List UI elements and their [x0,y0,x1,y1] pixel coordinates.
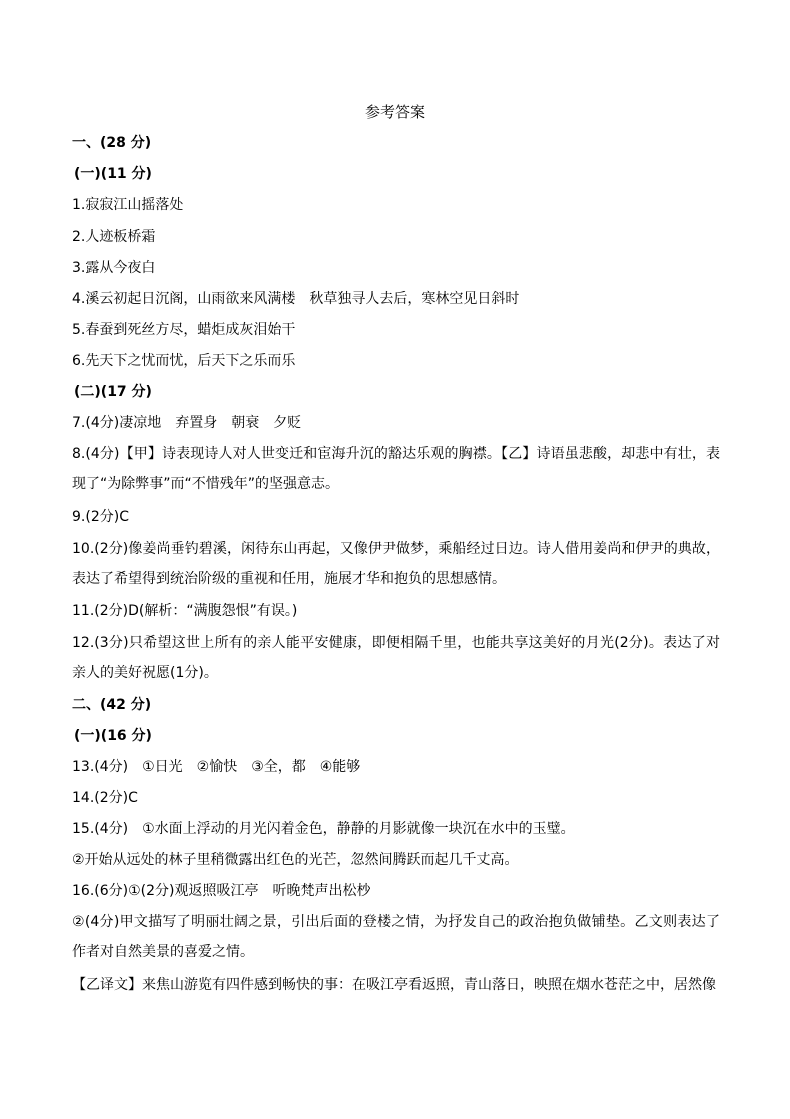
subsection-heading-three: (一)(16 分) [74,728,152,744]
answer-3: 3.露从今夜白 [72,260,156,276]
answer-2: 2.人迹板桥霜 [72,229,156,245]
answer-1: 1.寂寂江山摇落处 [72,197,184,213]
answer-16: 16.(6分)①(2分)观返照吸江亭 听晚梵声出松杪 [72,883,371,899]
section-heading-two: 二、(42 分) [72,697,152,713]
answer-12: 12.(3分)只希望这世上所有的亲人能平安健康，即便相隔千里，也能共享这美好的月光(2分)。表达了对亲人的美好祝愿(1分)。 [72,635,720,681]
answer-5: 5.春蚕到死丝方尽，蜡炬成灰泪始干 [72,322,296,338]
document-title: 参考答案 [364,103,425,121]
subsection-heading-two: (二)(17 分) [74,384,152,400]
answer-9: 9.(2分)C [72,509,129,525]
answer-15-continued: ②开始从远处的林子里稍微露出红色的光芒，忽然间腾跃而起几千丈高。 [72,852,519,868]
answer-13: 13.(4分) ①日光 ②愉快 ③全，都 ④能够 [72,759,361,775]
section-heading-one: 一、(28 分) [72,135,152,151]
answer-16-continued: ②(4分)甲文描写了明丽壮阔之景，引出后面的登楼之情，为抒发自己的政治抱负做铺垫。乙文则表达了作者对自然美景的喜爱之情。 [72,914,720,960]
subsection-heading-one: (一)(11 分) [74,166,152,182]
answer-4: 4.溪云初起日沉阁，山雨欲来风满楼 秋草独寻人去后，寒林空见日斜时 [72,291,520,307]
answer-14: 14.(2分)C [72,790,138,806]
answer-6: 6.先天下之忧而忧，后天下之乐而乐 [72,353,296,369]
answer-11: 11.(2分)D(解析：“满腹怨恨”有误。) [72,603,298,619]
translation-text: 【乙译文】来焦山游览有四件感到畅快的事：在吸江亭看返照，青山落日，映照在烟水苍茫之中，居然像 [72,977,716,993]
answer-10: 10.(2分)像姜尚垂钓碧溪，闲待东山再起，又像伊尹做梦，乘船经过日边。诗人借用姜尚和伊尹的典故，表达了希望得到统治阶级的重视和任用，施展才华和抱负的思想感情。 [72,541,720,587]
answer-8: 8.(4分)【甲】诗表现诗人对人世变迁和宦海升沉的豁达乐观的胸襟。【乙】诗语虽悲酸，却悲中有壮，表现了“为除弊事”而“不惜残年”的坚强意志。 [72,446,720,492]
answer-15: 15.(4分) ①水面上浮动的月光闪着金色，静静的月影就像一块沉在水中的玉璧。 [72,821,575,837]
answer-7: 7.(4分)凄凉地 弃置身 朝衰 夕贬 [72,415,302,431]
